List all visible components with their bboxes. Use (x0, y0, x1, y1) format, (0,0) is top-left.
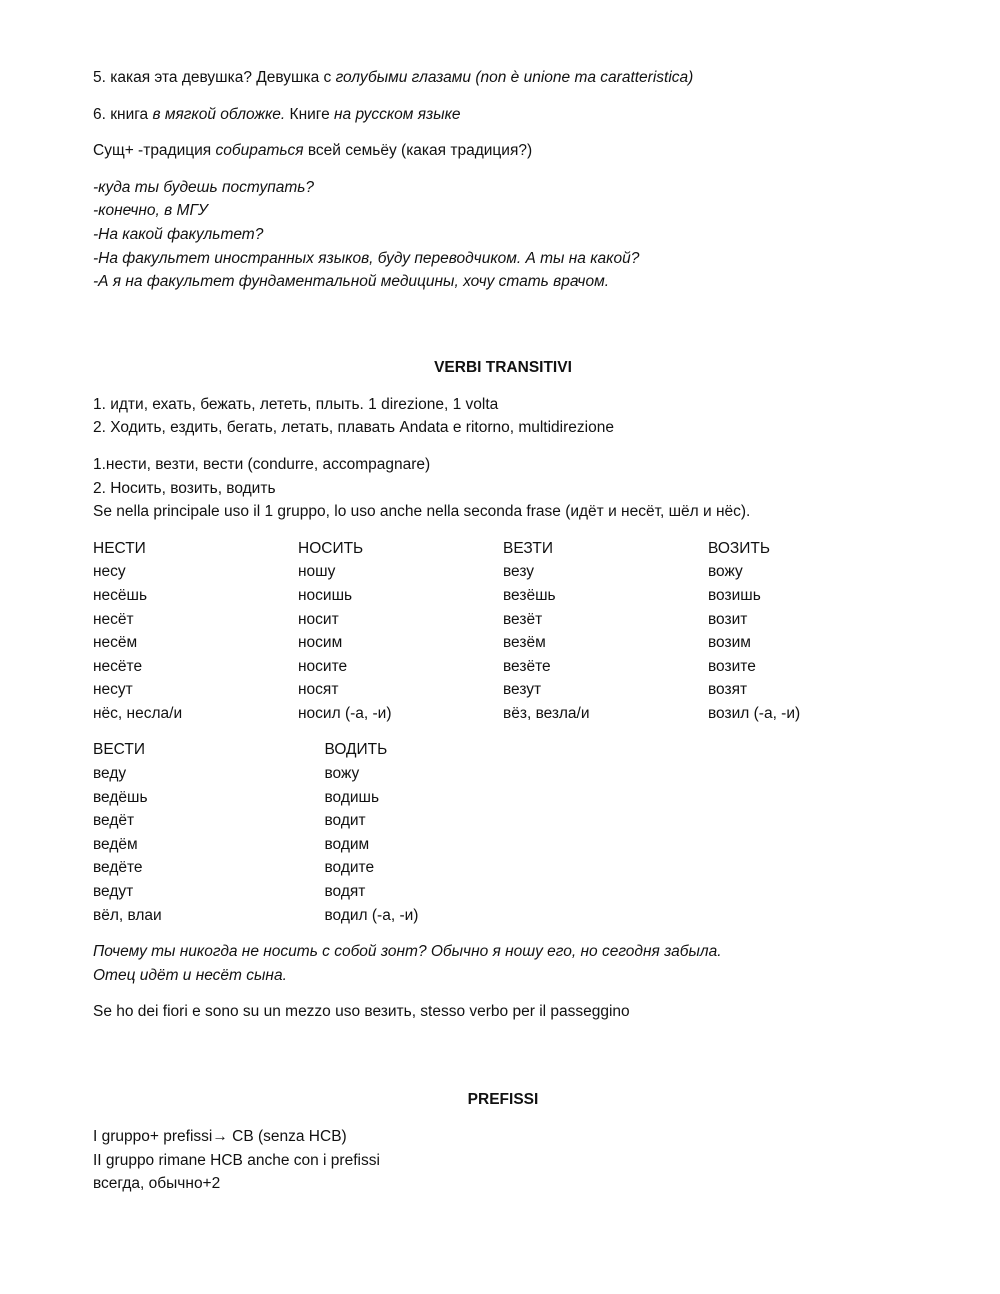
table-cell: возите (708, 657, 756, 675)
table-cell: носишь (298, 586, 353, 604)
table-row (93, 537, 913, 561)
table-cell: несёшь (93, 586, 148, 604)
table-cell: несёте (93, 657, 143, 675)
table-cell: водишь (324, 788, 380, 806)
document-page (93, 66, 913, 1196)
table-row (93, 904, 913, 928)
table-cell: вожу (324, 765, 360, 783)
table-cell: водим (324, 835, 370, 853)
table-cell: везёте (503, 657, 551, 675)
table-cell: носят (298, 681, 339, 699)
usage-note: Se ho dei fiori e sono su un mezzo uso везить, stesso verbo per il passeggino (93, 1003, 630, 1021)
table-row (93, 702, 913, 726)
table-cell: возят (708, 681, 748, 699)
table-cell: ведёте (93, 859, 143, 877)
prefix-line: всегда, обычно+2 (93, 1175, 221, 1193)
text-plain: Книге (285, 105, 335, 123)
table-cell: носил (-а, -и) (298, 704, 392, 722)
list-item: 1. идти, ехать, бежать, лететь, плыть. 1 direzione, 1 volta (93, 395, 499, 413)
paragraph-tradition (93, 139, 913, 163)
table-cell: водите (324, 859, 375, 877)
table-cell: НОСИТЬ (298, 539, 364, 557)
table-row (93, 833, 913, 857)
list-item: 2. Ходить, ездить, бегать, летать, плавать Andata e ritorno, multidirezione (93, 419, 614, 437)
conjugation-table-2 (93, 738, 913, 927)
table-cell: водит (324, 812, 366, 830)
text-italic: собираться (215, 142, 304, 160)
section-heading-prefissi: PREFISSI (467, 1091, 539, 1108)
conjugation-table-1 (93, 537, 913, 726)
table-row (93, 786, 913, 810)
list-item: Se nella principale uso il 1 gruppo, lo uso anche nella seconda frase (идёт и несёт, шёл и нёс). (93, 503, 751, 521)
table-row (93, 762, 913, 786)
table-row (93, 738, 913, 762)
text-italic: голубыми глазами (non è unione ma caratteristica) (335, 69, 694, 86)
table-cell: водят (324, 883, 366, 901)
table-cell: ведёшь (93, 788, 148, 806)
table-cell: ВЕСТИ (93, 741, 145, 759)
table-row (93, 584, 913, 608)
dialog-block (93, 176, 913, 294)
table-row (93, 880, 913, 904)
table-cell: везёшь (503, 586, 556, 604)
table-cell: везут (503, 681, 542, 699)
table-cell: НЕСТИ (93, 539, 146, 557)
table-cell: везёт (503, 610, 543, 628)
text-italic: на русском языке (334, 105, 461, 123)
dialog-line: -А я на факультет фундаментальной медицины, хочу стать врачом. (93, 273, 610, 291)
dialog-line: -конечно, в МГУ (93, 202, 208, 220)
table-row (93, 631, 913, 655)
prefix-line: II gruppo rimane HCB anche con i prefissi (93, 1151, 380, 1169)
text-plain: 5. какая эта девушка? Девушка с (93, 69, 336, 86)
section-heading-verbi: VERBI TRANSITIVI (434, 358, 572, 376)
transitive-verbs-list (93, 453, 913, 524)
table-cell: нёс, несла/и (93, 704, 183, 722)
table-cell: возит (708, 610, 748, 628)
table-cell: ведём (93, 835, 138, 853)
table-cell: везём (503, 634, 546, 652)
table-row (93, 608, 913, 632)
example-line: Отец идёт и несёт сына. (93, 966, 287, 984)
table-cell: несём (93, 634, 138, 652)
table-cell: ВЕЗТИ (503, 539, 553, 557)
list-item: 1.нести, везти, вести (condurre, accompagnare) (93, 455, 431, 473)
table-row (93, 809, 913, 833)
example-line: Почему ты никогда не носить с собой зонт? Обычно я ношу его, но сегодня забыла. (93, 943, 722, 961)
table-row (93, 560, 913, 584)
table-cell: возим (708, 634, 751, 652)
table-cell: несу (93, 563, 126, 581)
table-cell: несут (93, 681, 133, 699)
table-cell: вёл, влаи (93, 906, 162, 924)
verb-groups-list (93, 393, 913, 440)
table-cell: ВОДИТЬ (324, 741, 388, 759)
table-row (93, 856, 913, 880)
text-plain: всей семьёу (какая традиция?) (303, 142, 533, 160)
table-cell: несёт (93, 610, 134, 628)
dialog-line: -куда ты будешь поступать? (93, 178, 315, 196)
list-item: 2. Носить, возить, водить (93, 479, 276, 497)
table-row (93, 678, 913, 702)
example-sentences (93, 940, 913, 987)
table-cell: возил (-а, -и) (708, 704, 801, 722)
table-row (93, 655, 913, 679)
prefix-notes (93, 1125, 913, 1196)
table-cell: носит (298, 610, 339, 628)
table-cell: возишь (708, 586, 761, 604)
paragraph-6 (93, 103, 913, 127)
table-cell: носите (298, 657, 348, 675)
table-cell: вожу (708, 563, 743, 581)
spacer (93, 1037, 913, 1088)
table-cell: ношу (298, 563, 336, 581)
dialog-line: -На факультет иностранных языков, буду переводчиком. А ты на какой? (93, 249, 640, 267)
text-plain: 6. книга (93, 105, 153, 123)
table-cell: ВОЗИТЬ (708, 539, 771, 557)
table-cell: водил (-а, -и) (324, 906, 419, 924)
table-cell: везу (503, 563, 535, 581)
text-italic: в мягкой обложке. (152, 105, 286, 123)
table-cell: веду (93, 765, 127, 783)
prefix-line: I gruppo+ prefissi→ CB (senza HCB) (93, 1128, 347, 1145)
paragraph-5 (93, 66, 913, 90)
table-cell: носим (298, 634, 343, 652)
spacer (93, 307, 913, 356)
table-cell: ведёт (93, 812, 135, 830)
table-cell: вёз, везла/и (503, 704, 590, 722)
text-plain: Сущ+ -традиция (93, 142, 216, 160)
table-cell: ведут (93, 883, 134, 901)
dialog-line: -На какой факультет? (93, 225, 264, 243)
